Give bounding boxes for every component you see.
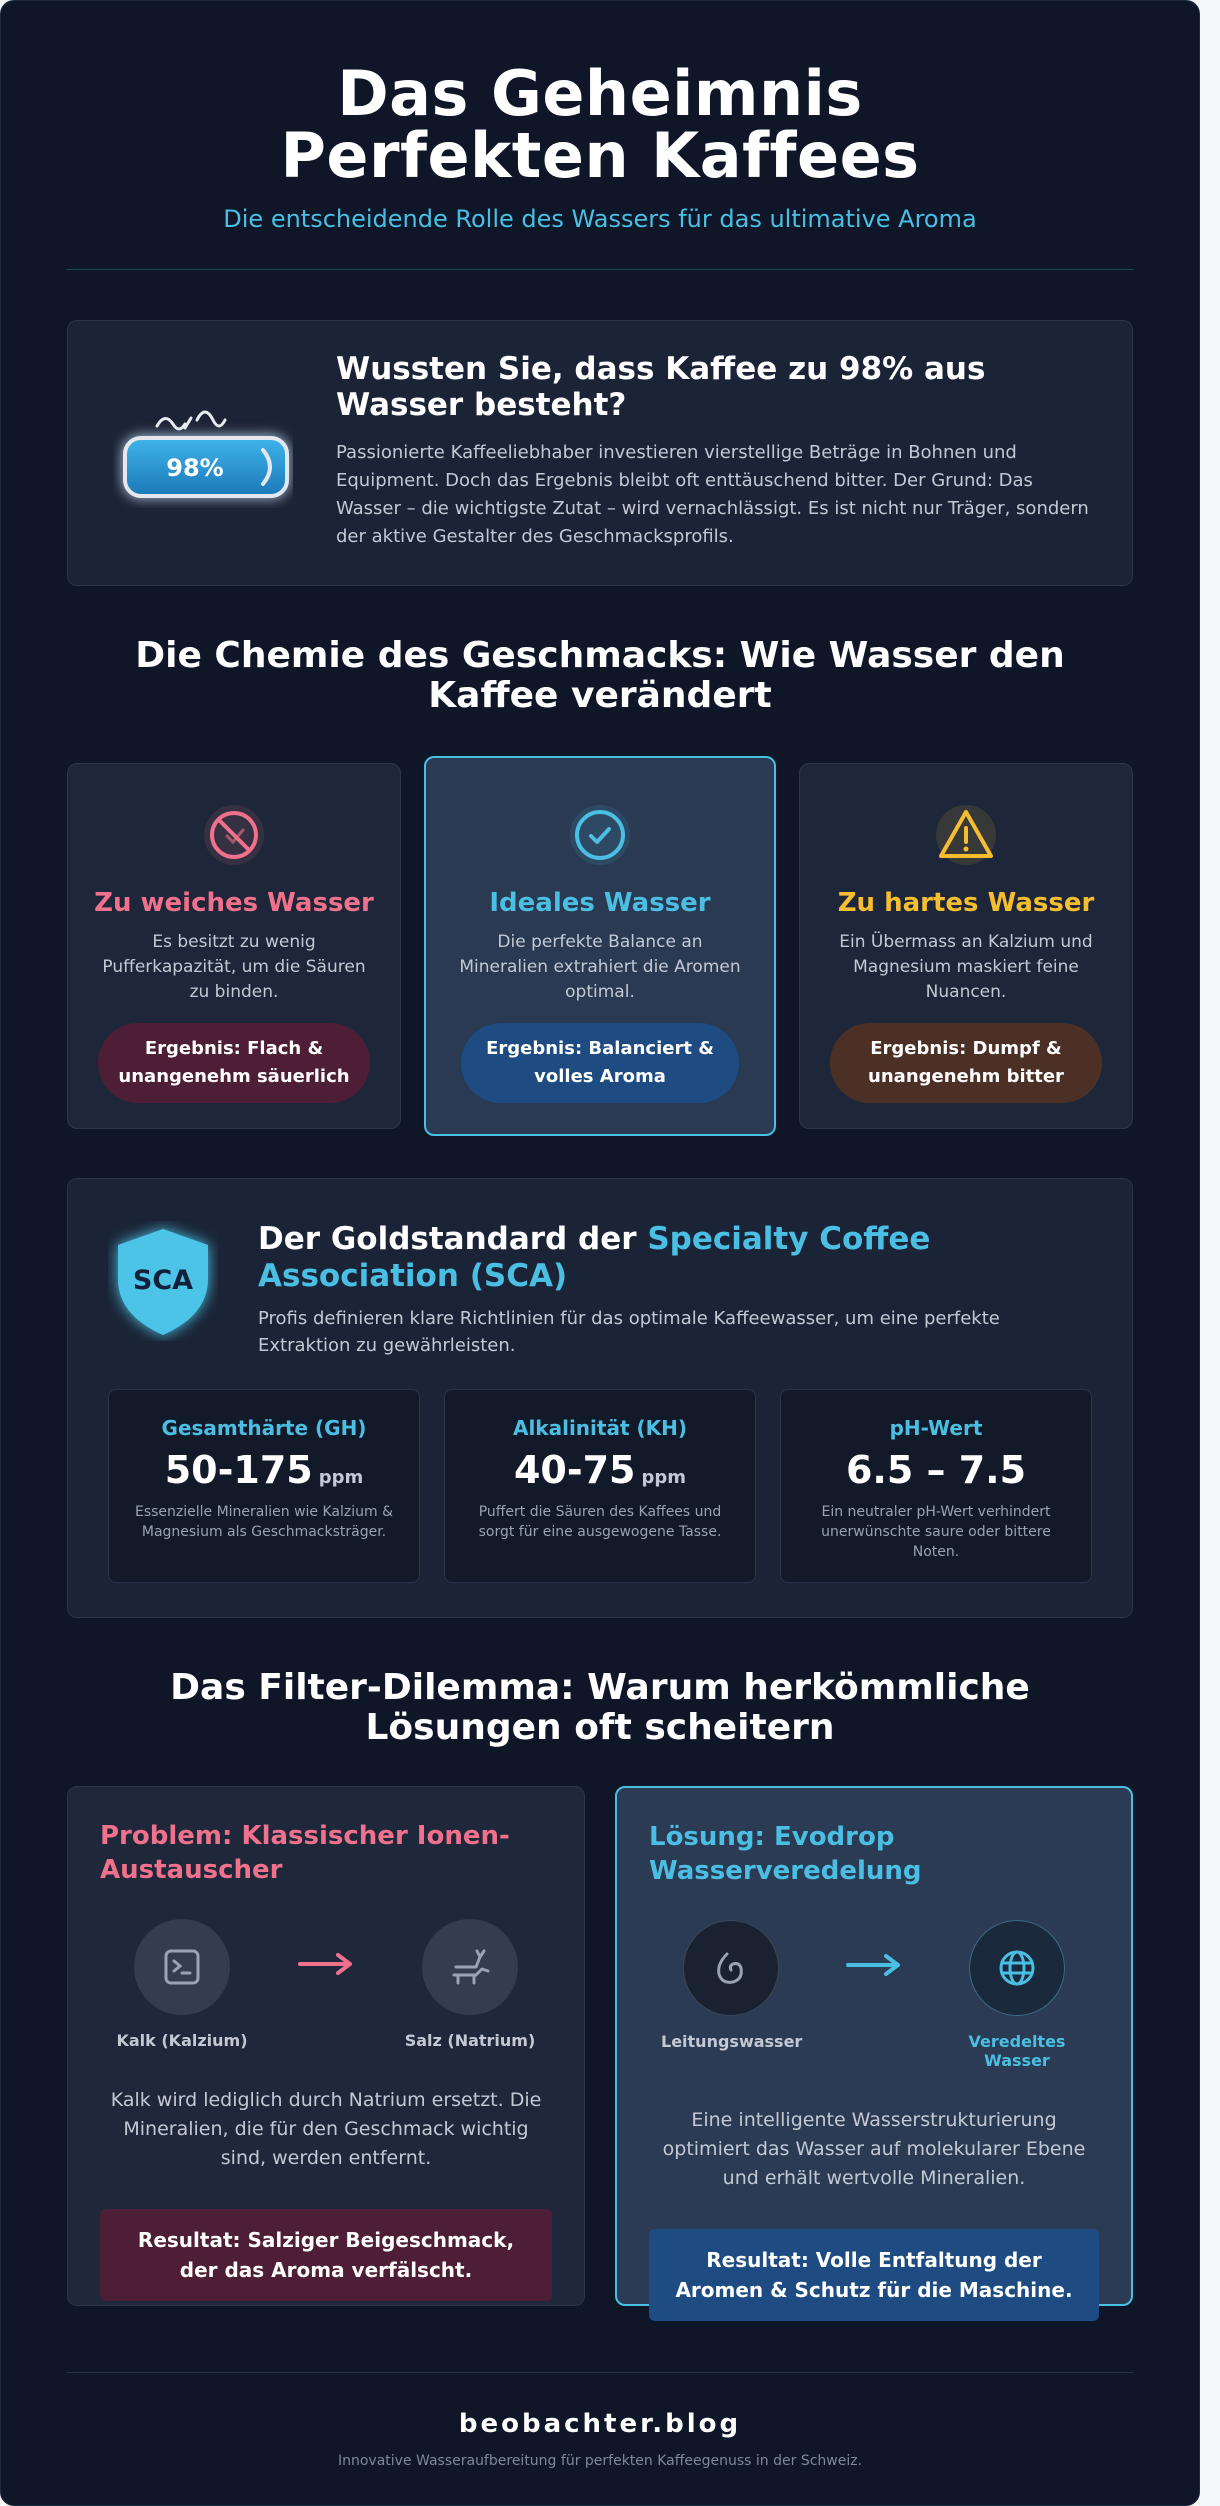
stat-alkalinity: Alkalinität (KH) 40-75 ppm Puffert die Säuren des Kaffees und sorgt für eine ausgewogene Tasse.	[444, 1389, 756, 1583]
fact-text	[306, 351, 1100, 555]
result-pill: Ergebnis: Balanciert & volles Aroma	[461, 1023, 739, 1103]
card-desc: Die perfekte Balance an Mineralien extrahiert die Aromen optimal.	[459, 932, 741, 1002]
result-pill: Ergebnis: Dumpf & unangenehm bitter	[830, 1023, 1102, 1103]
footer-brand[interactable]: beobachter.blog	[458, 2409, 742, 2439]
deer-icon	[446, 1945, 494, 1989]
footer-tagline: Innovative Wasseraufbereitung für perfekten Kaffeegenuss in der Schweiz.	[337, 2453, 863, 2469]
problem-result: Resultat: Salziger Beigeschmack, der das Aroma verfälscht.	[100, 2209, 552, 2301]
sca-standard-panel	[67, 1178, 1133, 1618]
water-type-cards	[67, 756, 1133, 1136]
card-title: Ideales Wasser	[489, 888, 711, 918]
water-drop-icon	[709, 1946, 753, 1990]
solution-body: Eine intelligente Wasserstrukturierung optimiert das Wasser auf molekularer Ebene und erhält wertvolle Mineralien.	[662, 2109, 1086, 2189]
chemistry-title: Die Chemie des Geschmacks: Wie Wasser den Kaffee verändert	[135, 635, 1065, 716]
terminal-box-icon	[160, 1945, 204, 1989]
problem-card: Problem: Klassischer Ionen-Austauscher Kalk (Kalzium) Salz (Natrium) Kalk wird lediglich durch Natrium ersetzt. Die Mineralien, die für den Geschmack wichtig sind, werden entfernt. Resultat: Salziger Beigeschmack, der das Aroma verfälscht.	[67, 1786, 585, 2306]
footer-divider	[67, 2372, 1133, 2373]
footer	[67, 2409, 1133, 2469]
fact-body: Passionierte Kaffeeliebhaber investieren vierstellige Beträge in Bohnen und Equipment. Doch das Ergebnis bleibt oft enttäuschend bitter. Der Grund: Das Wasser – die wichtigste Zutat – wird vernachlässigt. Es ist nicht nur Träger, sondern der aktive Gestalter des Geschmacksprofils.	[336, 442, 1089, 547]
card-desc: Es besitzt zu wenig Pufferkapazität, um die Säuren zu binden.	[102, 932, 366, 1002]
solution-result: Resultat: Volle Entfaltung der Aromen & Schutz für die Maschine.	[649, 2229, 1099, 2321]
shield-label: SCA	[132, 1265, 194, 1296]
water-gauge	[100, 351, 306, 555]
problem-title: Problem: Klassischer Ionen-Austauscher	[100, 1821, 510, 1885]
solution-card: Lösung: Evodrop Wasserveredelung Leitungswasser Veredeltes Wasser Eine intelligente Wasserstrukturierung optimiert das Wasser auf molekularer Ebene und erhält wertvolle Mineralien. Resultat: Volle Entfaltung der Aromen & Schutz für die Maschine.	[615, 1786, 1133, 2306]
card-desc: Ein Übermass an Kalzium und Magnesium maskiert feine Nuancen.	[839, 932, 1093, 1002]
filter-title: Das Filter-Dilemma: Warum herkömmliche Lösungen oft scheitern	[170, 1667, 1030, 1748]
globe-icon	[995, 1946, 1039, 1990]
filter-comparison	[67, 1786, 1133, 2306]
hero	[67, 1, 1133, 233]
shield-icon	[108, 1221, 218, 1341]
arrow-right-icon	[296, 1949, 356, 1979]
fact-heading: Wussten Sie, dass Kaffee zu 98% aus Wasser besteht?	[336, 351, 986, 423]
hero-divider	[67, 269, 1133, 270]
sca-title: Der Goldstandard der Specialty Coffee Association (SCA)	[258, 1221, 931, 1294]
solution-title: Lösung: Evodrop Wasserveredelung	[649, 1822, 922, 1886]
check-circle-icon	[567, 802, 633, 868]
sca-stats	[108, 1389, 1092, 1583]
card-hard-water	[799, 763, 1133, 1129]
water-fact-panel	[67, 320, 1133, 586]
stat-total-hardness: Gesamthärte (GH) 50-175 ppm Essenzielle Mineralien wie Kalzium & Magnesium als Geschmacksträger.	[108, 1389, 420, 1583]
warning-icon	[933, 802, 999, 868]
gauge-value: 98%	[166, 454, 224, 482]
card-title: Zu hartes Wasser	[837, 888, 1095, 918]
sca-body: Profis definieren klare Richtlinien für das optimale Kaffeewasser, um eine perfekte Extraktion zu gewährleisten.	[258, 1308, 1000, 1356]
card-ideal-water	[424, 756, 776, 1136]
card-soft-water	[67, 763, 401, 1129]
water-battery-icon	[113, 398, 293, 508]
page-subtitle: Die entscheidende Rolle des Wassers für das ultimative Aroma	[223, 205, 977, 233]
card-title: Zu weiches Wasser	[94, 888, 374, 918]
stat-ph-value: pH-Wert 6.5 – 7.5 Ein neutraler pH-Wert verhindert unerwünschte saure oder bittere Noten.	[780, 1389, 1092, 1583]
result-pill: Ergebnis: Flach & unangenehm säuerlich	[98, 1023, 370, 1103]
problem-body: Kalk wird lediglich durch Natrium ersetzt. Die Mineralien, die für den Geschmack wichtig sind, werden entfernt.	[110, 2089, 542, 2169]
arrow-right-icon	[844, 1950, 904, 1980]
ban-icon	[201, 802, 267, 868]
page-title: Das Geheimnis Perfekten Kaffees	[280, 57, 920, 192]
